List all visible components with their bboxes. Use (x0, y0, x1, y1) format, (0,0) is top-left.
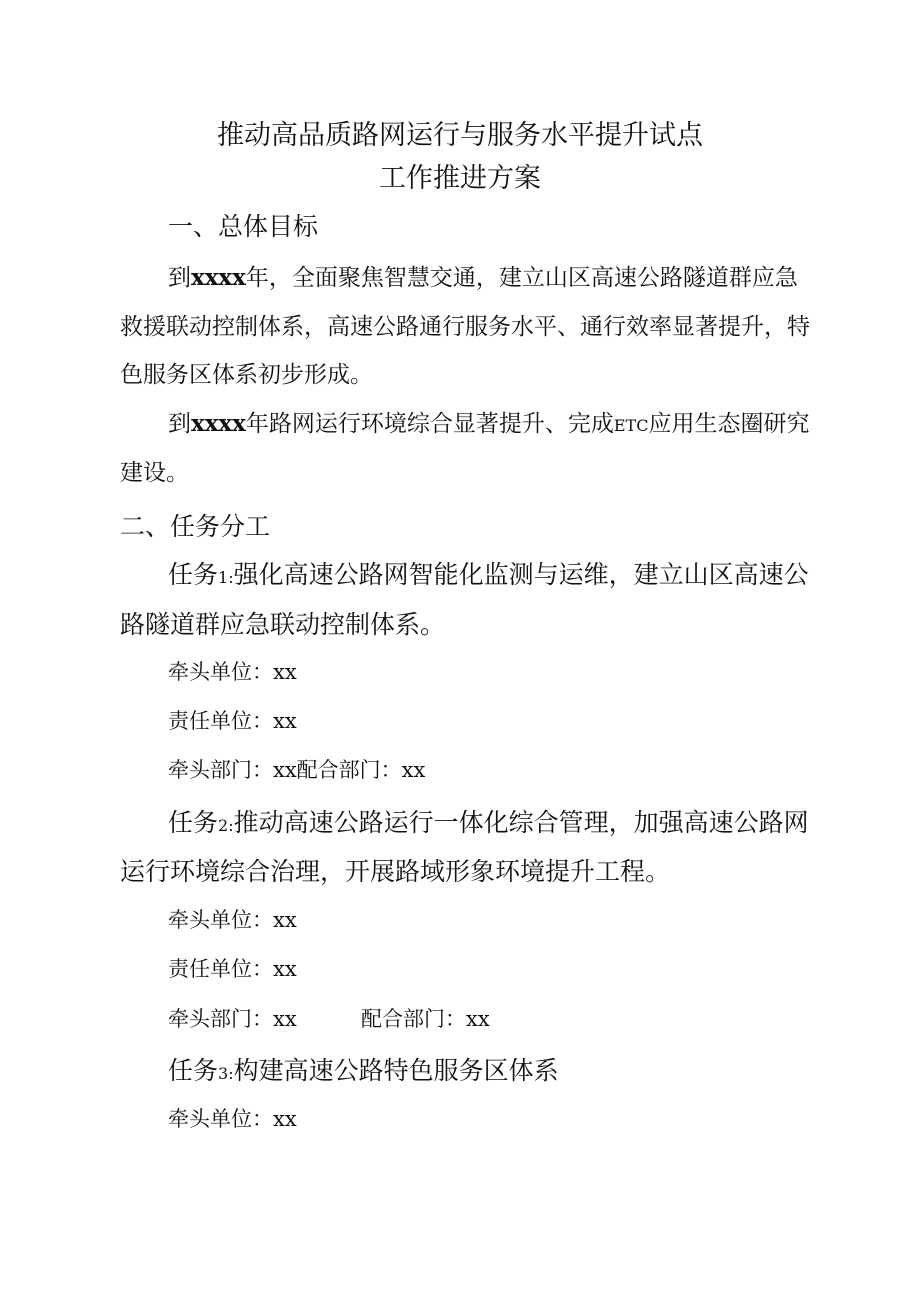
para1-line1-rest: 年，全面聚焦智慧交通，建立山区高速公路隧道群应急 (245, 265, 798, 291)
task1-line2: 路隧道群应急联动控制体系。 (120, 610, 446, 639)
section1-heading: 一、总体目标 (168, 212, 319, 241)
task2-lead-unit: 牵头单位：xx (168, 908, 297, 932)
doc-title-line2: 工作推进方案 (379, 163, 541, 194)
task2-line1 (168, 810, 809, 835)
task3-line1 (168, 1058, 559, 1083)
task2-resp-unit: 责任单位：xx (168, 957, 297, 981)
section1-para1-line2: 救援联动控制体系，高速公路通行服务水平、通行效率显著提升，特 (120, 314, 810, 340)
para2-etc: ETC (613, 416, 649, 435)
task2-prefix: 任务 (168, 808, 219, 837)
section2-heading: 二、任务分工 (120, 512, 271, 541)
task3-prefix: 任务 (168, 1056, 219, 1085)
task1-line1-rest: 强化高速公路网智能化监测与运维，建立山区高速公 (233, 560, 809, 589)
task3-num: 3: (218, 1064, 234, 1083)
task2-line1-rest: 推动高速公路运行一体化综合管理，加强高速公路网 (233, 808, 809, 837)
task1-lead-unit: 牵头单位：xx (168, 660, 297, 684)
section1-para2-line2: 建设。 (120, 460, 189, 486)
section1-para2-line1 (168, 412, 809, 436)
para1-year: xxxx (191, 264, 246, 291)
para2-mid: 年路网运行环境综合显著提升、完成 (245, 411, 614, 437)
task2-num: 2: (218, 816, 234, 835)
section1-para1-line3: 色服务区体系初步形成。 (120, 362, 373, 388)
para2-rest: 应用生态圈研究 (648, 411, 810, 437)
task2-coop-dept: 配合部门：xx (361, 1007, 490, 1031)
task1-num: 1: (218, 568, 234, 587)
para2-year: xxxx (191, 410, 246, 437)
task1-resp-unit: 责任单位：xx (168, 709, 297, 733)
task1-line1 (168, 562, 809, 587)
doc-title-line1: 推动高品质路网运行与服务水平提升试点 (217, 120, 703, 151)
task3-line1-rest: 构建高速公路特色服务区体系 (233, 1056, 559, 1085)
task3-lead-unit: 牵头单位：xx (168, 1107, 297, 1131)
task2-lead-dept: 牵头部门：xx (168, 1007, 297, 1031)
task1-prefix: 任务 (168, 560, 219, 589)
task2-line2: 运行环境综合治理，开展路域形象环境提升工程。 (120, 857, 671, 886)
para1-prefix: 到 (168, 265, 191, 291)
para2-prefix: 到 (168, 411, 191, 437)
section1-para1-line1 (168, 266, 798, 290)
task1-dept: 牵头部门：xx配合部门：xx (168, 758, 426, 782)
